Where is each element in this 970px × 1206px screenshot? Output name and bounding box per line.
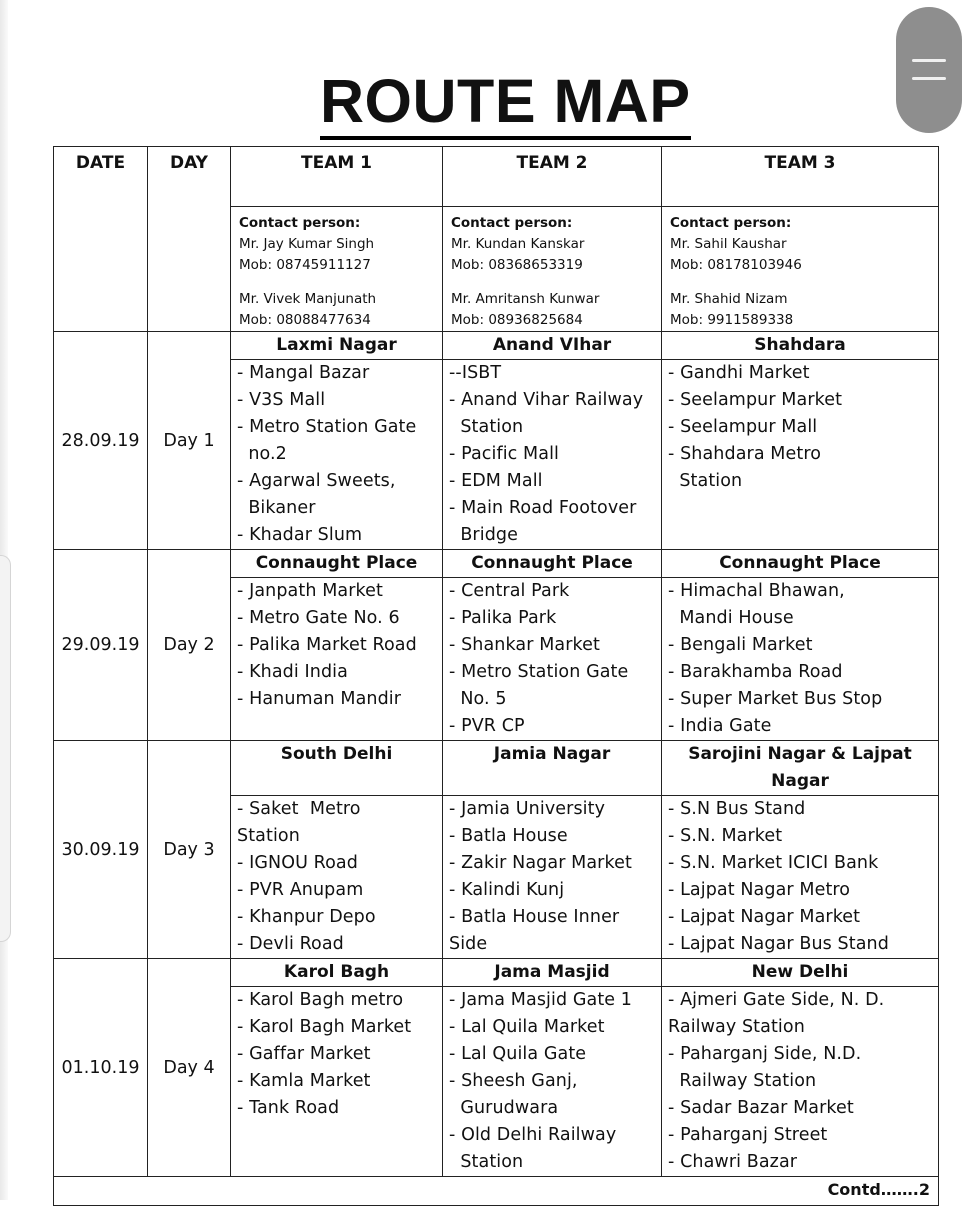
day4-team3-area: New Delhi bbox=[662, 959, 939, 987]
day4-day: Day 4 bbox=[148, 959, 231, 1177]
location-item: Station bbox=[237, 826, 300, 846]
continued-note: Contd…….2 bbox=[54, 1177, 939, 1206]
day2-team2-area: Connaught Place bbox=[443, 550, 662, 578]
day2-team1-list bbox=[231, 578, 443, 741]
location-item: no.2 bbox=[237, 444, 287, 464]
location-item: - Kalindi Kunj bbox=[449, 880, 565, 900]
location-item: - Lal Quila Market bbox=[449, 1017, 605, 1037]
location-item: - Super Market Bus Stop bbox=[668, 689, 883, 709]
location-item: - Kamla Market bbox=[237, 1071, 371, 1091]
location-item: - Devli Road bbox=[237, 934, 344, 954]
location-item: - Khadar Slum bbox=[237, 525, 363, 545]
location-item: Side bbox=[449, 934, 488, 954]
location-item: Station bbox=[449, 1152, 524, 1172]
day2-team1-area: Connaught Place bbox=[231, 550, 443, 578]
location-item: - Barakhamba Road bbox=[668, 662, 843, 682]
day4-date: 01.10.19 bbox=[54, 959, 148, 1177]
day4-team3-list bbox=[662, 987, 939, 1177]
day2-area-row bbox=[54, 550, 939, 578]
day4-team1-list bbox=[231, 987, 443, 1177]
location-item: - S.N. Market ICICI Bank bbox=[668, 853, 879, 873]
location-item: - Himachal Bhawan, bbox=[668, 581, 845, 601]
team1-contact bbox=[231, 207, 443, 332]
location-item: - Lajpat Nagar Metro bbox=[668, 880, 851, 900]
day-header-spacer bbox=[148, 207, 231, 332]
contact-mobile: Mob: 08745911127 bbox=[239, 257, 371, 273]
day3-team2-area: Jamia Nagar bbox=[443, 741, 662, 796]
day3-team2-list bbox=[443, 796, 662, 959]
day1-team1-area: Laxmi Nagar bbox=[231, 332, 443, 360]
day4-team1-area: Karol Bagh bbox=[231, 959, 443, 987]
location-item: - Chawri Bazar bbox=[668, 1152, 798, 1172]
contact-label: Contact person: bbox=[670, 215, 792, 231]
location-item: Bridge bbox=[449, 525, 518, 545]
location-item: - Khadi India bbox=[237, 662, 348, 682]
location-item: - IGNOU Road bbox=[237, 853, 358, 873]
location-item: - Sadar Bazar Market bbox=[668, 1098, 854, 1118]
day1-team2-list bbox=[443, 360, 662, 550]
day2-day: Day 2 bbox=[148, 550, 231, 741]
location-item: Bikaner bbox=[237, 498, 316, 518]
location-item: - Ajmeri Gate Side, N. D. bbox=[668, 990, 885, 1010]
route-table bbox=[53, 146, 939, 1206]
location-item: - Batla House Inner bbox=[449, 907, 620, 927]
location-item: - Central Park bbox=[449, 581, 570, 601]
location-item: No. 5 bbox=[449, 689, 507, 709]
location-item: - Lajpat Nagar Market bbox=[668, 907, 861, 927]
location-item: Station bbox=[668, 471, 743, 491]
location-item: - Pacific Mall bbox=[449, 444, 560, 464]
contact-label: Contact person: bbox=[239, 215, 361, 231]
day3-team3-list bbox=[662, 796, 939, 959]
contact-name: Mr. Shahid Nizam bbox=[670, 291, 788, 307]
date-header: DATE bbox=[54, 147, 148, 207]
day4-team2-list bbox=[443, 987, 662, 1177]
location-item: - Anand Vihar Railway bbox=[449, 390, 644, 410]
contact-name: Mr. Kundan Kanskar bbox=[451, 236, 585, 252]
location-item: Gurudwara bbox=[449, 1098, 559, 1118]
day1-area-row bbox=[54, 332, 939, 360]
day3-area-row bbox=[54, 741, 939, 796]
location-item: Mandi House bbox=[668, 608, 794, 628]
day3-day: Day 3 bbox=[148, 741, 231, 959]
location-item: - Saket Metro bbox=[237, 799, 361, 819]
date-header-spacer bbox=[54, 207, 148, 332]
location-item: - Bengali Market bbox=[668, 635, 813, 655]
day4-team2-area: Jama Masjid bbox=[443, 959, 662, 987]
day2-team2-list bbox=[443, 578, 662, 741]
day2-team3-area: Connaught Place bbox=[662, 550, 939, 578]
day3-team1-list bbox=[231, 796, 443, 959]
location-item: - S.N. Market bbox=[668, 826, 783, 846]
location-item: - Palika Park bbox=[449, 608, 557, 628]
day4-area-row bbox=[54, 959, 939, 987]
location-item: - Karol Bagh metro bbox=[237, 990, 404, 1010]
location-item: - Karol Bagh Market bbox=[237, 1017, 412, 1037]
day-header: DAY bbox=[148, 147, 231, 207]
day1-team3-list bbox=[662, 360, 939, 550]
day3-team1-area: South Delhi bbox=[231, 741, 443, 796]
contact-name: Mr. Jay Kumar Singh bbox=[239, 236, 375, 252]
team3-contact bbox=[662, 207, 939, 332]
location-item: - Hanuman Mandir bbox=[237, 689, 402, 709]
location-item: - Gaffar Market bbox=[237, 1044, 371, 1064]
day1-day: Day 1 bbox=[148, 332, 231, 550]
location-item: - Metro Station Gate bbox=[237, 417, 417, 437]
location-item: --ISBT bbox=[449, 363, 502, 383]
contact-name: Mr. Vivek Manjunath bbox=[239, 291, 377, 307]
day2-team3-list bbox=[662, 578, 939, 741]
day3-team3-area: Sarojini Nagar & Lajpat Nagar bbox=[662, 741, 939, 796]
location-item: - Tank Road bbox=[237, 1098, 340, 1118]
contact-mobile: Mob: 08178103946 bbox=[670, 257, 802, 273]
day1-date: 28.09.19 bbox=[54, 332, 148, 550]
contact-mobile: Mob: 08088477634 bbox=[239, 312, 371, 328]
location-item: - Paharganj Side, N.D. bbox=[668, 1044, 862, 1064]
location-item: - Metro Station Gate bbox=[449, 662, 629, 682]
location-item: - Gandhi Market bbox=[668, 363, 810, 383]
contact-mobile: Mob: 08368653319 bbox=[451, 257, 583, 273]
location-item: - S.N Bus Stand bbox=[668, 799, 806, 819]
team3-header: TEAM 3 bbox=[662, 147, 939, 207]
location-item: - EDM Mall bbox=[449, 471, 543, 491]
team1-header: TEAM 1 bbox=[231, 147, 443, 207]
contact-label: Contact person: bbox=[451, 215, 573, 231]
day1-team1-list bbox=[231, 360, 443, 550]
location-item: - V3S Mall bbox=[237, 390, 326, 410]
location-item: - India Gate bbox=[668, 716, 772, 736]
page-title: ROUTE MAP bbox=[320, 66, 691, 140]
day2-date: 29.09.19 bbox=[54, 550, 148, 741]
location-item: - Khanpur Depo bbox=[237, 907, 376, 927]
location-item: - Jamia University bbox=[449, 799, 606, 819]
location-item: - Palika Market Road bbox=[237, 635, 417, 655]
team2-header: TEAM 2 bbox=[443, 147, 662, 207]
location-item: - Seelampur Market bbox=[668, 390, 843, 410]
location-item: - Lal Quila Gate bbox=[449, 1044, 587, 1064]
contact-row bbox=[54, 207, 939, 332]
location-item: - Shahdara Metro bbox=[668, 444, 822, 464]
location-item: Station bbox=[449, 417, 524, 437]
location-item: - Shankar Market bbox=[449, 635, 600, 655]
location-item: - Batla House bbox=[449, 826, 568, 846]
location-item: - Zakir Nagar Market bbox=[449, 853, 632, 873]
location-item: - Mangal Bazar bbox=[237, 363, 370, 383]
location-item: - PVR CP bbox=[449, 716, 525, 736]
location-item: Railway Station bbox=[668, 1071, 817, 1091]
location-item: - Seelampur Mall bbox=[668, 417, 818, 437]
location-item: - Agarwal Sweets, bbox=[237, 471, 396, 491]
location-item: - Jama Masjid Gate 1 bbox=[449, 990, 633, 1010]
location-item: - Paharganj Street bbox=[668, 1125, 828, 1145]
day1-team3-area: Shahdara bbox=[662, 332, 939, 360]
location-item: - Lajpat Nagar Bus Stand bbox=[668, 934, 889, 954]
side-tab-handle[interactable] bbox=[0, 555, 11, 942]
header-row bbox=[54, 147, 939, 207]
menu-icon bbox=[912, 59, 946, 62]
menu-button[interactable] bbox=[896, 7, 962, 133]
footer-row bbox=[54, 1177, 939, 1206]
location-item: - Sheesh Ganj, bbox=[449, 1071, 578, 1091]
contact-name: Mr. Sahil Kaushar bbox=[670, 236, 787, 252]
menu-icon-bar bbox=[912, 77, 946, 80]
contact-name: Mr. Amritansh Kunwar bbox=[451, 291, 600, 307]
day1-team2-area: Anand VIhar bbox=[443, 332, 662, 360]
day3-date: 30.09.19 bbox=[54, 741, 148, 959]
location-item: - Janpath Market bbox=[237, 581, 383, 601]
contact-mobile: Mob: 08936825684 bbox=[451, 312, 583, 328]
contact-mobile: Mob: 9911589338 bbox=[670, 312, 794, 328]
location-item: - Metro Gate No. 6 bbox=[237, 608, 400, 628]
location-item: Railway Station bbox=[668, 1017, 805, 1037]
location-item: - Main Road Footover bbox=[449, 498, 637, 518]
team2-contact bbox=[443, 207, 662, 332]
location-item: - Old Delhi Railway bbox=[449, 1125, 617, 1145]
location-item: - PVR Anupam bbox=[237, 880, 364, 900]
